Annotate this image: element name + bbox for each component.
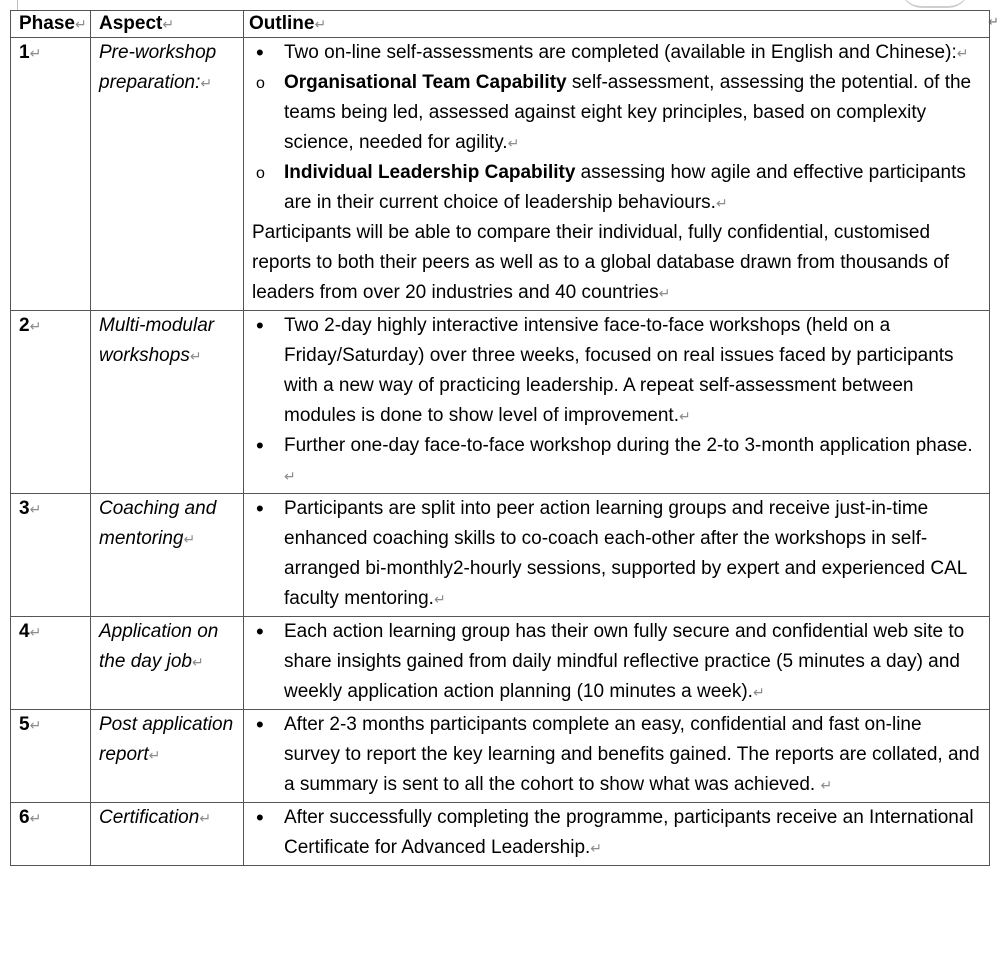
table-row <box>11 803 990 866</box>
outline-text: Two on-line self-assessments are completed (available in English and Chinese): <box>284 42 957 63</box>
bullet-item <box>252 431 981 491</box>
bullet-icon <box>256 803 276 835</box>
aspect-cell <box>91 710 244 803</box>
phase-number: 5 <box>19 714 30 735</box>
bullet-icon <box>256 494 276 526</box>
bullet-icon <box>256 617 276 649</box>
paragraph-mark: ↵ <box>678 408 691 424</box>
outline-paragraph <box>252 218 981 308</box>
outline-text: Two 2-day highly interactive intensive face-to-face workshops (held on a Friday/Saturday) over three weeks, focused on real issues faced by participants with a new way of practicing leadership. A repeat self-assessment between modules is done to show level of improvement. <box>284 315 954 426</box>
paragraph-mark: ↵ <box>189 348 202 364</box>
aspect-label: Certification <box>99 807 200 828</box>
hollow-bullet-icon <box>256 158 276 189</box>
paragraph-mark: ↵ <box>191 654 204 670</box>
bullet-item <box>252 311 981 431</box>
phase-cell <box>11 38 91 311</box>
bullet-item <box>252 38 981 68</box>
phase-cell <box>11 617 91 710</box>
bullet-item <box>252 617 981 707</box>
paragraph-mark: ↵ <box>820 777 833 793</box>
outline-text: Further one-day face-to-face workshop during the 2-to 3-month application phase. <box>284 435 973 456</box>
logo-fragment <box>900 0 970 8</box>
phase-number: 1 <box>19 42 30 63</box>
bullet-icon <box>256 710 276 742</box>
hollow-bullet-icon <box>256 68 276 99</box>
outline-cell <box>244 617 990 710</box>
header-outline-label: Outline <box>249 13 315 34</box>
bullet-item <box>252 710 981 800</box>
programme-outline-table <box>10 10 990 866</box>
paragraph-mark: ↵ <box>183 531 196 547</box>
table-row <box>11 494 990 617</box>
bullet-item <box>252 494 981 614</box>
paragraph-mark: ↵ <box>74 16 87 32</box>
aspect-label: Application on the day job <box>99 621 219 672</box>
paragraph-mark: ↵ <box>29 501 42 517</box>
outline-text: After successfully completing the programme, participants receive an International Certificate for Advanced Leadership. <box>284 807 974 858</box>
phase-cell <box>11 803 91 866</box>
phase-number: 2 <box>19 315 30 336</box>
outline-bold-term: Organisational Team Capability <box>284 72 567 93</box>
sub-bullet-item <box>252 68 981 158</box>
paragraph-mark: ↵ <box>752 684 765 700</box>
paragraph-mark: ↵ <box>29 318 42 334</box>
outline-cell <box>244 311 990 494</box>
paragraph-mark: ↵ <box>715 195 728 211</box>
outline-text: After 2-3 months participants complete an easy, confidential and fast on-line survey to report the key learning and benefits gained. The reports are collated, and a summary is sent to all the cohort to show what was achieved. <box>284 714 980 795</box>
phase-cell <box>11 311 91 494</box>
bullet-icon <box>256 38 276 70</box>
header-aspect <box>91 11 244 38</box>
bullet-icon <box>256 311 276 343</box>
end-of-row-mark: ↵ <box>988 14 999 29</box>
header-phase-label: Phase <box>19 13 75 34</box>
paragraph-mark: ↵ <box>284 468 296 484</box>
header-phase <box>11 11 91 38</box>
aspect-cell <box>91 617 244 710</box>
outline-text: assessing how agile and effective participants are in their current choice of leadership behaviours. <box>284 162 966 213</box>
outline-text: self-assessment, assessing the potential. of the teams being led, assessed against eight key principles, based on complexity science, needed for agility. <box>284 72 972 153</box>
phase-number: 4 <box>19 621 30 642</box>
paragraph-mark: ↵ <box>590 840 603 856</box>
outline-cell <box>244 803 990 866</box>
paragraph-mark: ↵ <box>29 45 42 61</box>
aspect-cell <box>91 494 244 617</box>
outline-text: Participants are split into peer action learning groups and receive just-in-time enhanced coaching skills to co-coach each-other after the workshops in self-arranged bi-monthly2-hourly sessions, supported by expert and experienced CAL faculty mentoring. <box>284 498 967 609</box>
header-row <box>11 11 990 38</box>
paragraph-mark: ↵ <box>29 624 42 640</box>
table-row <box>11 311 990 494</box>
paragraph-mark: ↵ <box>956 45 969 61</box>
phase-number: 6 <box>19 807 30 828</box>
table-row <box>11 617 990 710</box>
header-aspect-label: Aspect <box>99 13 163 34</box>
aspect-cell <box>91 311 244 494</box>
outline-text: Each action learning group has their own fully secure and confidential web site to share insights gained from daily mindful reflective practice (5 minutes a day) and weekly application action planning (10 minutes a week). <box>284 621 965 702</box>
paragraph-mark: ↵ <box>148 747 161 763</box>
bullet-icon <box>256 431 276 463</box>
aspect-cell <box>91 803 244 866</box>
table-body <box>11 38 990 866</box>
aspect-label: Post application report <box>99 714 234 765</box>
phase-cell <box>11 710 91 803</box>
sub-bullet-item <box>252 158 981 218</box>
outline-cell <box>244 38 990 311</box>
paragraph-mark: ↵ <box>29 717 42 733</box>
paragraph-mark: ↵ <box>658 285 671 301</box>
paragraph-mark: ↵ <box>507 135 520 151</box>
phase-cell <box>11 494 91 617</box>
outline-text: Participants will be able to compare their individual, fully confidential, customised reports to both their peers as well as to a global database drawn from thousands of leaders from over 20 industries and 40 countries <box>252 222 950 303</box>
aspect-cell <box>91 38 244 311</box>
header-outline <box>244 11 990 38</box>
aspect-label: Multi-modular workshops <box>99 315 215 366</box>
paragraph-mark: ↵ <box>199 810 212 826</box>
outline-cell <box>244 710 990 803</box>
bullet-item <box>252 803 981 863</box>
table-row <box>11 38 990 311</box>
paragraph-mark: ↵ <box>433 591 446 607</box>
paragraph-mark: ↵ <box>200 75 213 91</box>
phase-number: 3 <box>19 498 30 519</box>
outline-bold-term: Individual Leadership Capability <box>284 162 576 183</box>
outline-cell <box>244 494 990 617</box>
paragraph-mark: ↵ <box>29 810 42 826</box>
paragraph-mark: ↵ <box>162 16 175 32</box>
paragraph-mark: ↵ <box>314 16 327 32</box>
aspect-label: Pre-workshop preparation: <box>99 42 217 93</box>
aspect-label: Coaching and mentoring <box>99 498 217 549</box>
table-row <box>11 710 990 803</box>
